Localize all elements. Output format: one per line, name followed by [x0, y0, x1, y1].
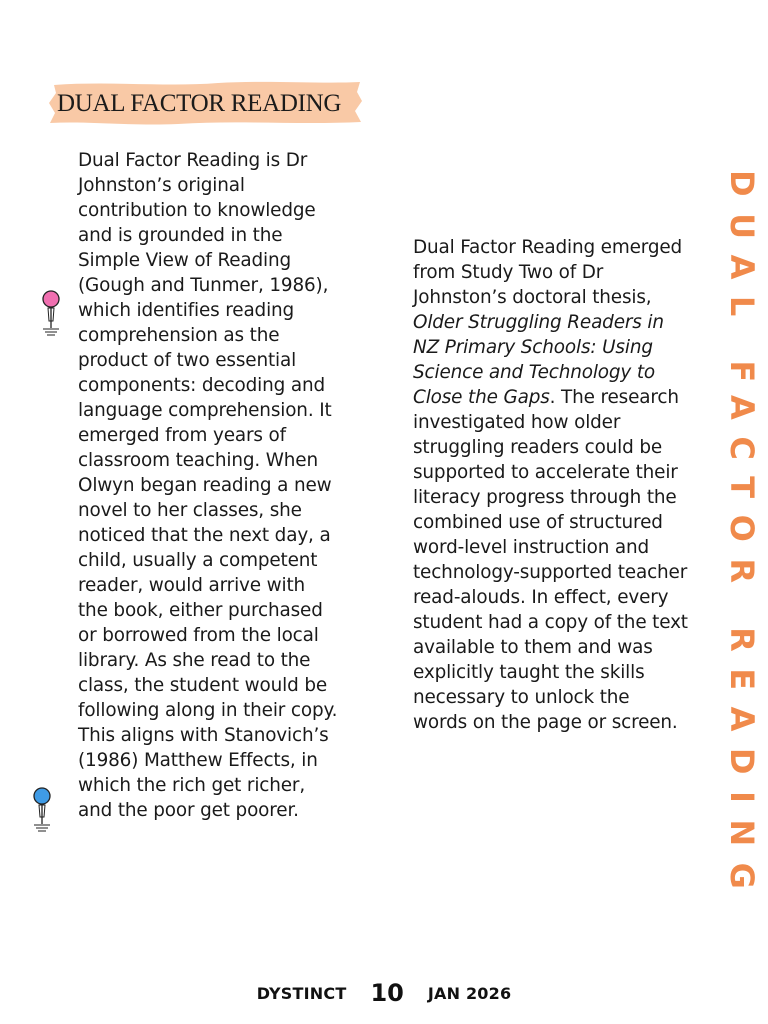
vertical-side-title: DUAL FACTOR READING: [723, 170, 761, 906]
thesis-title: Older Struggling Readers in NZ Primary Schools: Using Science and Technology to Close the Gaps: [413, 312, 664, 408]
page-number: 10: [370, 979, 404, 1007]
left-column: [78, 148, 340, 823]
page-title: DUAL FACTOR READING: [57, 90, 342, 117]
right-column: [413, 235, 688, 735]
left-column-paragraph: Dual Factor Reading is Dr Johnston’s original contribution to knowledge and is grounded in the Simple View of Reading (Gough and Tunmer, 1986), which identifies reading comprehension as the product of two essential components: decoding and language comprehension. It emerged from years of classroom teaching. When Olwyn began reading a new novel to her classes, she noticed that the next day, a child, usually a competent reader, would arrive with the book, either purchased or borrowed from the local library. As she read to the class, the student would be following along in their copy. This aligns with Stanovich’s (1986) Matthew Effects, in which the rich get richer, and the poor get poorer.: [78, 150, 338, 821]
pink-pushpin-icon: [37, 288, 65, 340]
magazine-name: DYSTINCT: [256, 983, 347, 1003]
issue-date: JAN 2026: [427, 983, 512, 1003]
section-heading: [48, 78, 364, 126]
page-footer: [0, 978, 768, 1008]
blue-pushpin-icon: [29, 784, 57, 836]
right-text-body: . The research investigated how older struggling readers could be supported to accelerate their literacy progress through the combined use of structured word-level instruction and technology-supported teacher read-alouds. In effect, every student had a copy of the text available to them and was explicitly taught the skills necessary to unlock the words on the page or screen.: [413, 387, 688, 733]
right-text-intro: Dual Factor Reading emerged from Study Two of Dr Johnston’s doctoral thesis,: [413, 237, 683, 308]
right-column-paragraph: [413, 235, 688, 735]
